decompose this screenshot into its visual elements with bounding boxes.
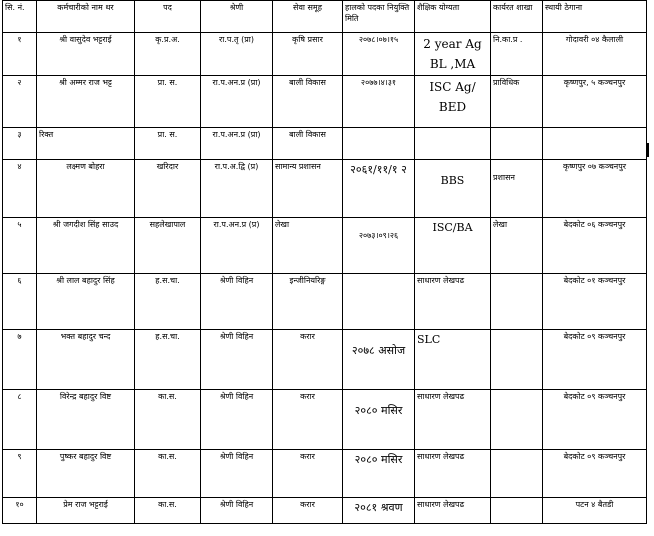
cell-address	[543, 128, 647, 160]
cell-level: रा.प.अन.प्र (प्रा)	[201, 76, 273, 128]
cell-branch: नि.का.प्र .	[491, 33, 543, 76]
cell-service: करार	[273, 390, 343, 450]
cell-service: इन्जीनियरिङ्ग	[273, 274, 343, 330]
cell-date: २०६१/११/१ २	[343, 160, 415, 218]
cell-branch: लेखा	[491, 218, 543, 274]
cell-level: रा.प.अन.प्र (प्रा)	[201, 128, 273, 160]
cell-address: बेदकोट ०१ कञ्चनपुर	[543, 274, 647, 330]
cell-name: श्री लाल बहादुर सिंह	[37, 274, 135, 330]
staff-table	[2, 0, 647, 524]
table-row	[3, 160, 647, 218]
cell-qualification: SLC	[415, 330, 491, 390]
table-row	[3, 274, 647, 330]
cell-sn: २	[3, 76, 37, 128]
cell-service: बाली विकास	[273, 76, 343, 128]
cell-date: २०८० मसिर	[343, 450, 415, 498]
cell-qualification: ISC Ag/ BED	[415, 76, 491, 128]
cell-name: प्रेम राज भट्टराई	[37, 498, 135, 524]
cell-level: रा.प.अन.प्र (प्र)	[201, 218, 273, 274]
cell-sn: ८	[3, 390, 37, 450]
cell-qualification: साधारण लेखपढ	[415, 390, 491, 450]
cell-name: पुष्कर बहादुर विष्ट	[37, 450, 135, 498]
cell-service: बाली विकास	[273, 128, 343, 160]
cell-branch: प्राविधिक	[491, 76, 543, 128]
cell-date: २०८० मसिर	[343, 390, 415, 450]
cell-date	[343, 274, 415, 330]
cell-address: कृष्णपुर, ५ कञ्चनपुर	[543, 76, 647, 128]
cell-date: २०७७।४।३१	[343, 76, 415, 128]
header-post: पद	[135, 1, 201, 33]
cell-level: श्रेणी विहिन	[201, 330, 273, 390]
header-date: हालको पदका नियुक्ति मिति	[343, 1, 415, 33]
cell-branch	[491, 498, 543, 524]
cell-name: श्री अम्मर राज भट्ट	[37, 76, 135, 128]
cell-address: पटन ४ बैतडी	[543, 498, 647, 524]
cell-service: करार	[273, 450, 343, 498]
cell-post: प्रा. स.	[135, 128, 201, 160]
cell-name: विरेन्द्र बहादुर विष्ट	[37, 390, 135, 450]
cell-sn: ४	[3, 160, 37, 218]
cell-post: का.स.	[135, 498, 201, 524]
cell-service: लेखा	[273, 218, 343, 274]
cell-branch	[491, 390, 543, 450]
cell-post: ह.स.चा.	[135, 274, 201, 330]
cell-level: श्रेणी विहिन	[201, 498, 273, 524]
header-sn: सि. नं.	[3, 1, 37, 33]
cell-qualification: साधारण लेखपढ	[415, 274, 491, 330]
cell-level: श्रेणी विहिन	[201, 390, 273, 450]
header-address: स्थायी ठेगाना	[543, 1, 647, 33]
cell-sn: ७	[3, 330, 37, 390]
cell-address: बेदकोट ०६ कञ्चनपुर	[543, 218, 647, 274]
cell-level: श्रेणी विहिन	[201, 274, 273, 330]
table-row	[3, 330, 647, 390]
cell-service: करार	[273, 330, 343, 390]
table-row	[3, 218, 647, 274]
cell-post: का.स.	[135, 390, 201, 450]
cell-sn: ९	[3, 450, 37, 498]
table-row	[3, 498, 647, 524]
cell-name: श्री वासुदेव भट्टराई	[37, 33, 135, 76]
cell-name: लक्ष्मण बोहरा	[37, 160, 135, 218]
cell-post: ह.स.चा.	[135, 330, 201, 390]
cell-date: २०७८।०७।१५	[343, 33, 415, 76]
cell-address: बेदकोट ०९ कञ्चनपुर	[543, 390, 647, 450]
cell-qualification: 2 year Ag BL ,MA	[415, 33, 491, 76]
header-level: श्रेणी	[201, 1, 273, 33]
cell-branch	[491, 274, 543, 330]
cell-level: रा.प.तृ (प्रा)	[201, 33, 273, 76]
cell-address: गोदावरी ०४ कैलाली	[543, 33, 647, 76]
cell-qualification: साधारण लेखपढ	[415, 498, 491, 524]
cell-sn: ६	[3, 274, 37, 330]
cell-date: २०७८ असोज	[343, 330, 415, 390]
cell-branch: प्रशासन	[491, 160, 543, 218]
cell-sn: ३	[3, 128, 37, 160]
cell-post: प्रा. स.	[135, 76, 201, 128]
header-service: सेवा समूह	[273, 1, 343, 33]
cell-post: सहलेखापाल	[135, 218, 201, 274]
table-row	[3, 33, 647, 76]
cell-post: कृ.प्र.अ.	[135, 33, 201, 76]
cell-date	[343, 128, 415, 160]
table-row	[3, 128, 647, 160]
cell-branch	[491, 450, 543, 498]
cell-sn: १०	[3, 498, 37, 524]
cell-branch	[491, 128, 543, 160]
cell-qualification: BBS	[415, 160, 491, 218]
cell-name: श्री जगदीश सिंह साउद	[37, 218, 135, 274]
cell-level: रा.प.अ.द्वि (प्र)	[201, 160, 273, 218]
table-row	[3, 390, 647, 450]
cell-address: कृष्णपुर ०७ कञ्चनपुर	[543, 160, 647, 218]
cell-date: २०८१ श्रवण	[343, 498, 415, 524]
cell-qualification	[415, 128, 491, 160]
cell-level: श्रेणी विहिन	[201, 450, 273, 498]
cell-service: करार	[273, 498, 343, 524]
cell-sn: ५	[3, 218, 37, 274]
cell-name: रिक्त	[37, 128, 135, 160]
cell-qualification: ISC/BA	[415, 218, 491, 274]
cell-post: का.स.	[135, 450, 201, 498]
cell-branch	[491, 330, 543, 390]
cell-sn: १	[3, 33, 37, 76]
header-branch: कार्यरत शाखा	[491, 1, 543, 33]
cell-qualification: साधारण लेखपढ	[415, 450, 491, 498]
cell-name: भक्त बहादुर चन्द	[37, 330, 135, 390]
table-row	[3, 450, 647, 498]
table-row	[3, 76, 647, 128]
cell-date: २०७३।०९।२६	[343, 218, 415, 274]
cell-post: खरिदार	[135, 160, 201, 218]
cell-service: कृषि प्रसार	[273, 33, 343, 76]
header-qualification: शैक्षिक योग्यता	[415, 1, 491, 33]
cell-service: सामान्य प्रशासन	[273, 160, 343, 218]
table-edge-mark	[646, 143, 649, 157]
cell-address: बेदकोट ०९ कञ्चनपुर	[543, 330, 647, 390]
cell-address: बेदकोट ०९ कञ्चनपुर	[543, 450, 647, 498]
header-name: कर्मचारीको नाम थर	[37, 1, 135, 33]
header-row	[3, 1, 647, 33]
